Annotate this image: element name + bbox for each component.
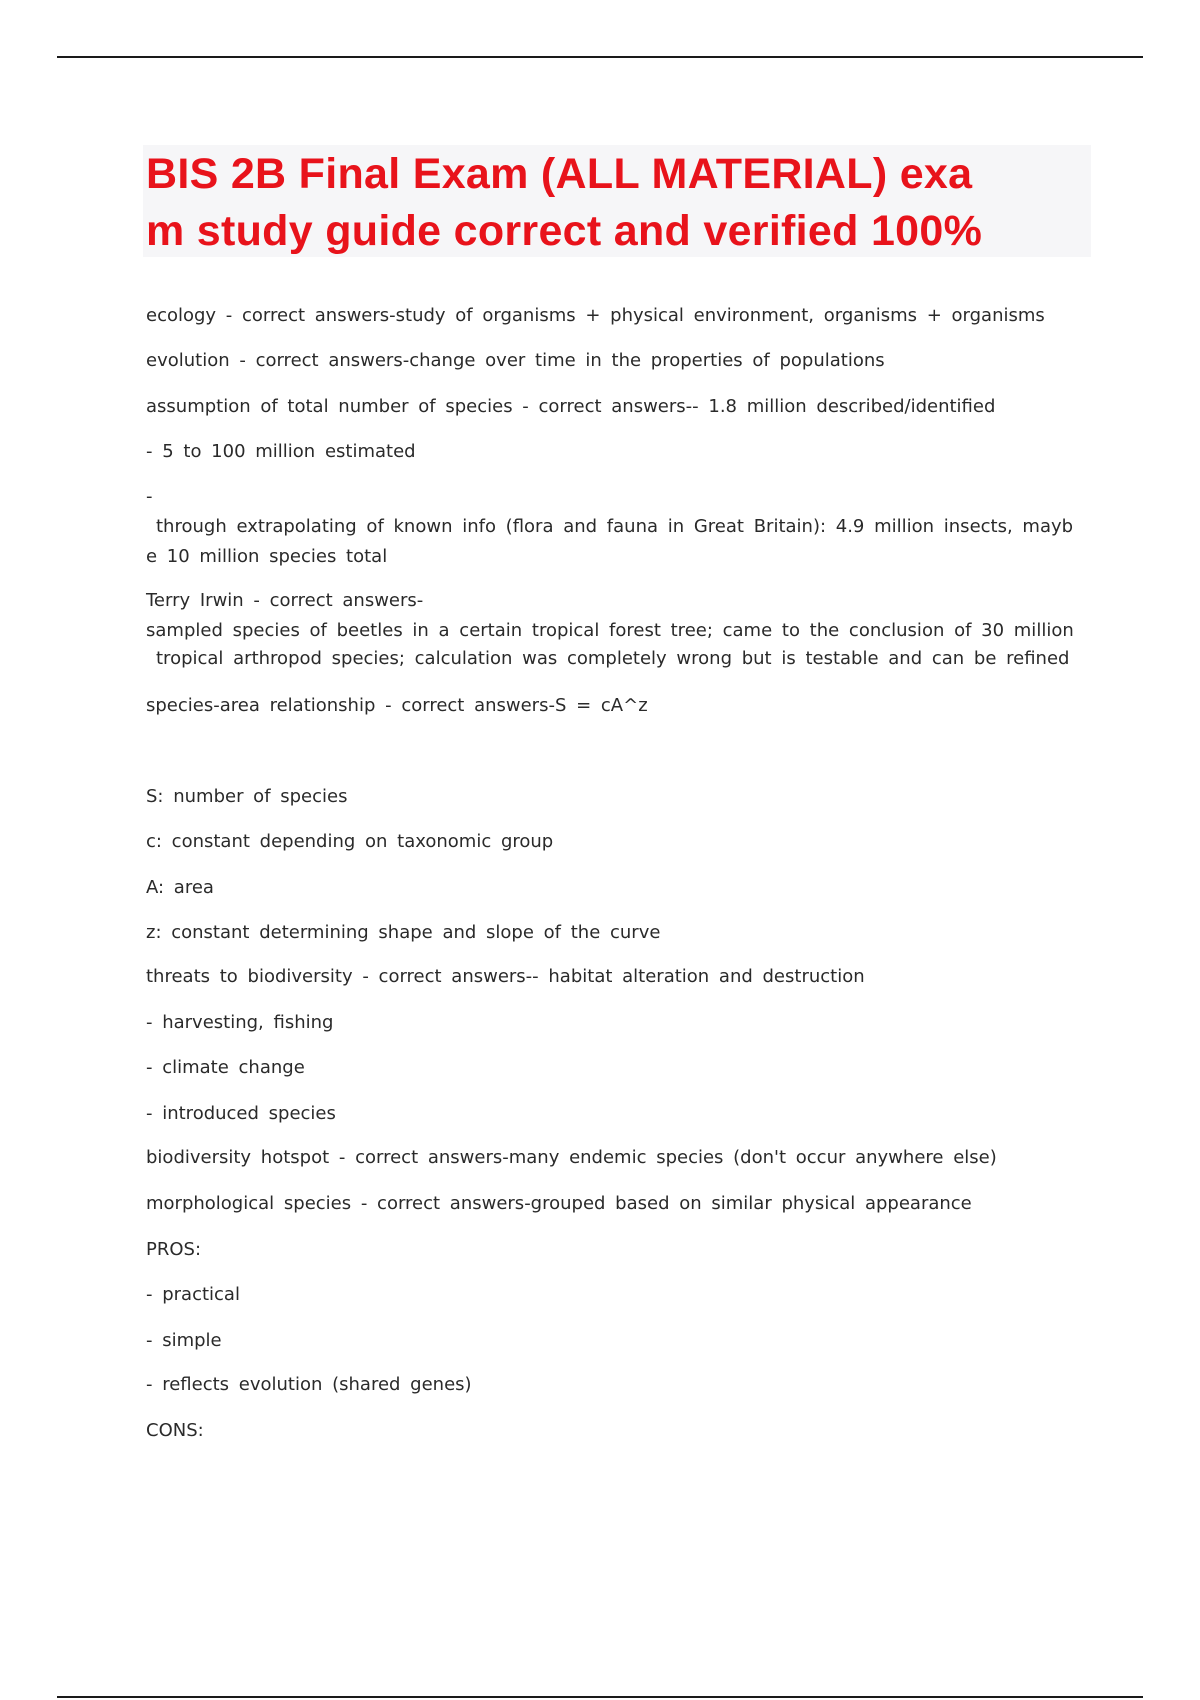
text-line: PROS: — [146, 1239, 202, 1260]
text-line: e 10 million species total — [146, 546, 388, 567]
document-title-line-2: m study guide correct and verified 100% — [146, 207, 983, 255]
text-line: S: number of species — [146, 786, 348, 807]
text-line: species-area relationship - correct answers-S = cA^z — [146, 695, 648, 716]
text-line: threats to biodiversity - correct answers-- habitat alteration and destruction — [146, 966, 865, 987]
text-line: tropical arthropod species; calculation was completely wrong but is testable and can be refined — [156, 648, 1070, 669]
text-line: - simple — [146, 1330, 222, 1351]
top-rule — [57, 56, 1143, 58]
text-line: sampled species of beetles in a certain tropical forest tree; came to the conclusion of 30 million — [146, 620, 1074, 641]
text-line: - harvesting, fishing — [146, 1012, 334, 1033]
text-line: - reflects evolution (shared genes) — [146, 1374, 472, 1395]
text-line: Terry Irwin - correct answers- — [146, 590, 424, 611]
text-line: z: constant determining shape and slope of the curve — [146, 922, 661, 943]
text-line: CONS: — [146, 1420, 204, 1441]
text-line: through extrapolating of known info (flora and fauna in Great Britain): 4.9 million insects, mayb — [156, 516, 1074, 537]
text-line: - climate change — [146, 1057, 305, 1078]
text-line: c: constant depending on taxonomic group — [146, 831, 554, 852]
text-line: - introduced species — [146, 1103, 336, 1124]
text-line: ecology - correct answers-study of organisms + physical environment, organisms + organisms — [146, 305, 1045, 326]
bottom-rule — [57, 1696, 1143, 1698]
text-line: morphological species - correct answers-grouped based on similar physical appearance — [146, 1193, 972, 1214]
text-line: assumption of total number of species - correct answers-- 1.8 million described/identified — [146, 396, 996, 417]
text-line: - — [146, 486, 153, 507]
text-line: biodiversity hotspot - correct answers-many endemic species (don't occur anywhere else) — [146, 1147, 997, 1168]
text-line: A: area — [146, 877, 214, 898]
text-line: evolution - correct answers-change over time in the properties of populations — [146, 350, 885, 371]
text-line: - practical — [146, 1284, 240, 1305]
text-line: - 5 to 100 million estimated — [146, 441, 416, 462]
document-title-line-1: BIS 2B Final Exam (ALL MATERIAL) exa — [146, 150, 973, 198]
